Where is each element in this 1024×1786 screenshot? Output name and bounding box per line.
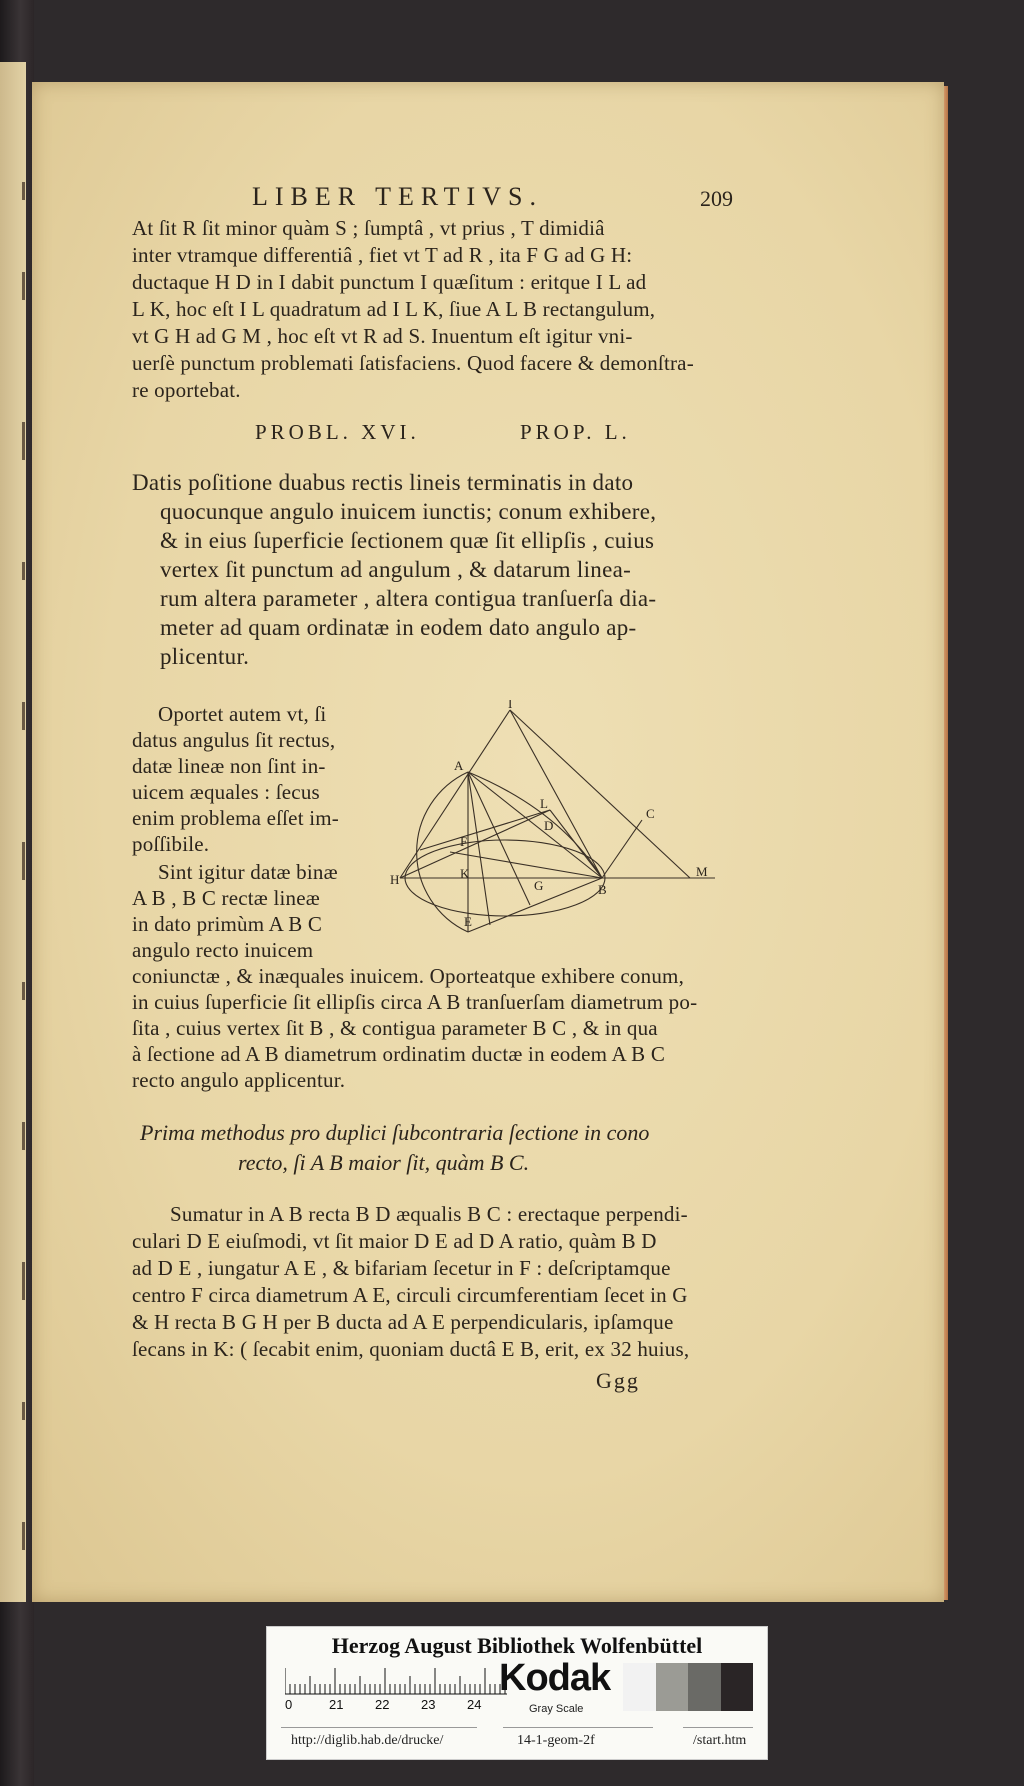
enunciation-line: meter ad quam ordinatæ in eodem dato angulo ap-: [160, 615, 637, 640]
leaf-mark: [22, 702, 25, 730]
side-line: datus angulus ſit rectus,: [132, 728, 336, 752]
method-line: & H recta B G H per B ducta ad A E perpendicularis, ipſamque: [132, 1310, 674, 1334]
intro-line: re oportebat.: [132, 378, 241, 402]
url-left: http://diglib.hab.de/drucke/: [291, 1733, 444, 1748]
line-i-m: [510, 710, 690, 878]
side-line: Oportet autem vt, ſi: [158, 702, 327, 726]
label-m: M: [696, 864, 708, 879]
line-b-c: [602, 820, 642, 878]
label-d: D: [544, 818, 554, 833]
enunciation-line: rum altera parameter , altera contigua tranſuerſa dia-: [160, 586, 657, 611]
label-f: F: [460, 834, 468, 849]
leaf-mark: [22, 1122, 25, 1150]
method-line: Sumatur in A B recta B D æqualis B C : erectaque perpendi-: [170, 1202, 688, 1226]
leaf-mark: [22, 842, 25, 880]
gray-swatch: [721, 1663, 754, 1711]
intro-line: vt G H ad G M , hoc eſt vt R ad S. Inuentum eſt igitur vni-: [132, 324, 633, 348]
continuation-line: in cuius ſuperficie ſit ellipſis circa A B tranſuerſam diametrum po-: [132, 990, 698, 1014]
running-head: LIBER TERTIVS.: [252, 182, 543, 211]
enunciation-line: vertex ſit punctum ad angulum , & datarum linea-: [160, 557, 632, 582]
url-mid: 14-1-geom-2f: [517, 1733, 595, 1748]
method-line: ad D E , iungatur A E , & bifariam ſecetur in F : deſcriptamque: [132, 1256, 671, 1280]
side-line: poſſibile.: [132, 832, 210, 856]
leaf-mark: [22, 982, 25, 1000]
leaf-mark: [22, 272, 25, 300]
continuation-line: coniunctæ , & inæquales inuicem. Oporteatque exhibere conum,: [132, 964, 685, 988]
card-divider: [503, 1727, 653, 1728]
leaf-mark: [22, 1262, 25, 1300]
side-line: datæ lineæ non ſint in-: [132, 754, 326, 778]
leaf-mark: [22, 562, 25, 580]
kodak-logo: Kodak: [499, 1657, 611, 1699]
problem-label: PROBL. XVI.: [255, 420, 420, 444]
intro-line: ductaque H D in I dabit punctum I quæſitum : eritque I L ad: [132, 270, 647, 294]
method-line: culari D E eiuſmodi, vt ſit maior D E ad D A ratio, quàm B D: [132, 1229, 657, 1253]
ruler-label: 22: [375, 1697, 390, 1712]
proposition-label: PROP. L.: [520, 420, 631, 444]
previous-leaf-edge: [0, 62, 26, 1602]
intro-line: L K, hoc eſt I L quadratum ad I L K, ſiue A L B rectangulum,: [132, 297, 656, 321]
geometric-figure: [390, 700, 720, 940]
side-line: enim problema eſſet im-: [132, 806, 339, 830]
method-line: ſecans in K: ( ſecabit enim, quoniam ductâ E B, erit, ex 32 huius,: [132, 1337, 690, 1361]
method-subheading: Prima methodus pro duplici ſubcontraria ſectione in cono: [140, 1120, 650, 1145]
label-a: A: [454, 758, 464, 773]
label-e: E: [464, 914, 472, 929]
line-i-b: [510, 710, 602, 878]
method-line: centro F circa diametrum A E, circuli circumferentiam ſecet in G: [132, 1283, 688, 1307]
signature-mark: Ggg: [596, 1368, 640, 1393]
enunciation-line: plicentur.: [160, 644, 250, 669]
enunciation-line: Datis poſitione duabus rectis lineis terminatis in dato: [132, 470, 634, 495]
label-g: G: [534, 878, 544, 893]
continuation-line: à ſectione ad A B diametrum ordinatim ductæ in eodem A B C: [132, 1042, 666, 1066]
gray-swatches: [623, 1663, 753, 1711]
line-f-l: [420, 810, 550, 850]
label-k: K: [460, 866, 470, 881]
line-a-b: [468, 772, 602, 878]
card-divider: [281, 1727, 477, 1728]
ruler-label: 24: [467, 1697, 482, 1712]
gray-swatch: [623, 1663, 656, 1711]
leaf-mark: [22, 422, 25, 460]
gray-swatch: [656, 1663, 689, 1711]
ruler-scale: [285, 1665, 507, 1695]
label-i: I: [508, 700, 513, 711]
leaf-mark: [22, 1402, 25, 1420]
continuation-line: ſita , cuius vertex ſit B , & contigua parameter B C , & in qua: [132, 1016, 658, 1040]
library-name: Herzog August Bibliothek Wolfenbüttel: [331, 1633, 703, 1658]
side-line: Sint igitur datæ binæ: [158, 860, 338, 884]
enunciation-line: quocunque angulo inuicem iunctis; conum exhibere,: [160, 499, 657, 524]
continuation-line: recto angulo applicentur.: [132, 1068, 346, 1092]
url-right: /start.htm: [693, 1733, 747, 1748]
side-line: uicem æquales : ſecus: [132, 780, 320, 804]
page-number: 209: [700, 186, 733, 211]
label-c: C: [646, 806, 655, 821]
leaf-mark: [22, 182, 25, 200]
gray-swatch: [688, 1663, 721, 1711]
enunciation-line: & in eius ſuperficie ſectionem quæ ſit ellipſis , cuius: [160, 528, 655, 553]
side-line: angulo recto inuicem: [132, 938, 314, 962]
leaf-mark: [22, 1522, 25, 1550]
color-target-card: [266, 1626, 768, 1760]
label-b: B: [598, 882, 607, 897]
side-line: A B , B C rectæ lineæ: [132, 886, 320, 910]
intro-line: inter vtramque differentiâ , fiet vt T ad R , ita F G ad G H:: [132, 243, 633, 267]
ruler-label: 0: [285, 1697, 293, 1712]
side-line: in dato primùm A B C: [132, 912, 323, 936]
label-h: H: [390, 872, 400, 887]
gray-scale-label: Gray Scale: [529, 1703, 584, 1715]
line-d-b: [550, 810, 602, 878]
line-f-b: [450, 852, 602, 878]
label-l: L: [540, 796, 548, 811]
intro-line: At ſit R ſit minor quàm S ; ſumptâ , vt prius , T dimidiâ: [132, 216, 605, 240]
card-divider: [683, 1727, 753, 1728]
method-subheading-cont: recto, ſi A B maior ſit, quàm B C.: [238, 1150, 530, 1175]
ruler-label: 23: [421, 1697, 436, 1712]
ruler-label: 21: [329, 1697, 344, 1712]
intro-line: uerſè punctum problemati ſatisfaciens. Quod facere & demonſtra-: [132, 351, 694, 375]
